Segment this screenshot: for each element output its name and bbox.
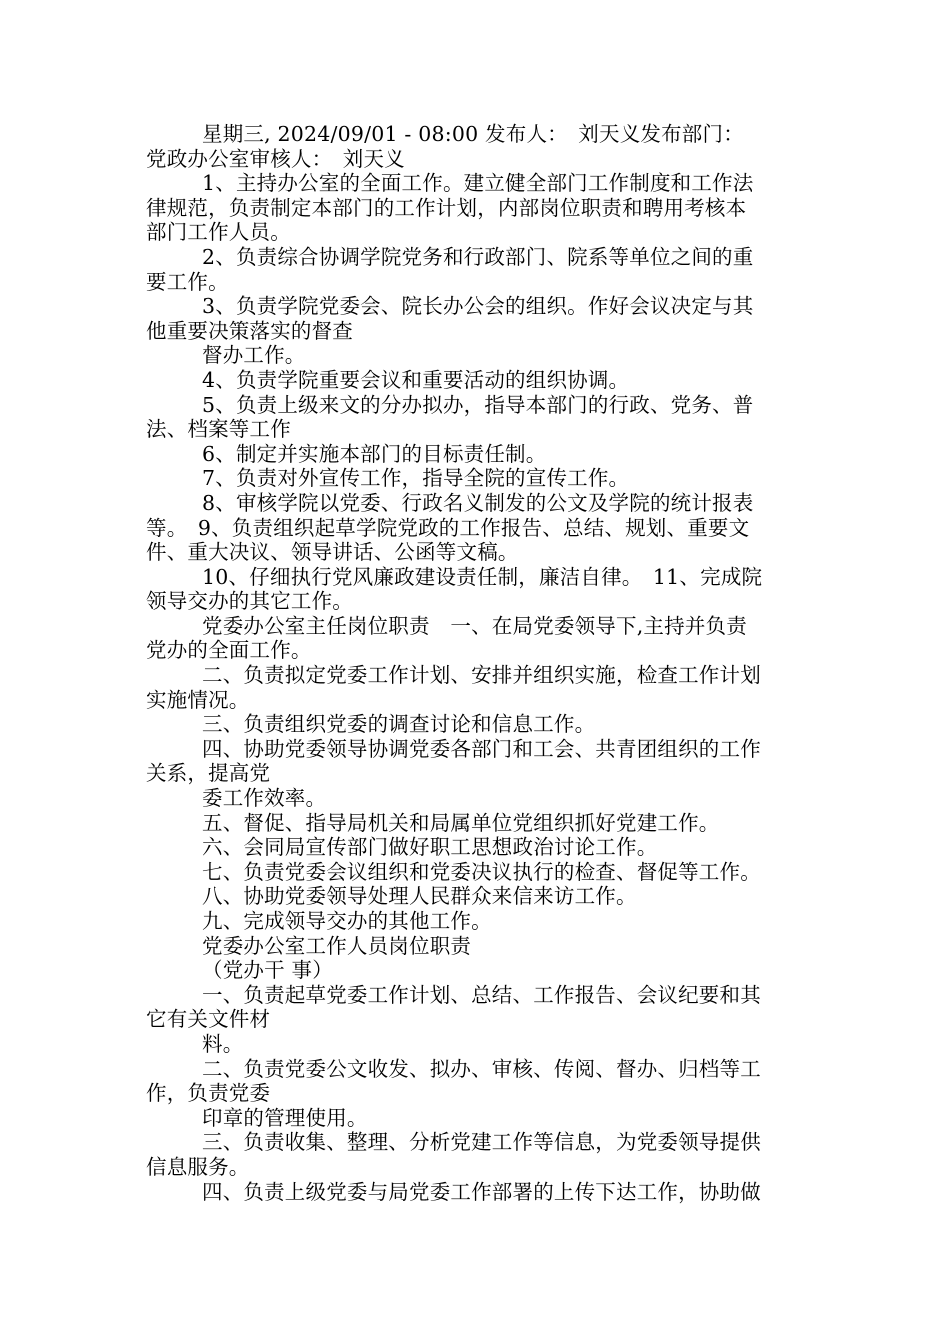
document-line: 一、负责起草党委工作计划、总结、工作报告、会议纪要和其 — [202, 982, 761, 1007]
document-line: 七、负责党委会议组织和党委决议执行的检查、督促等工作。 — [202, 859, 761, 884]
document-line: 六、会同局宣传部门做好职工思想政治讨论工作。 — [202, 835, 658, 860]
document-line: 党委办公室主任岗位职责 一、在局党委领导下,主持并负责 — [202, 613, 747, 638]
document-line: 八、协助党委领导处理人民群众来信来访工作。 — [202, 884, 637, 909]
document-line: 他重要决策落实的督查 — [146, 318, 353, 343]
document-line: （党办干 事） — [202, 958, 333, 983]
document-line: 律规范，负责制定本部门的工作计划，内部岗位职责和聘用考核本 — [146, 195, 747, 220]
document-line: 它有关文件材 — [146, 1007, 271, 1032]
document-line: 关系，提高党 — [146, 761, 271, 786]
document-line: 要工作。 — [146, 269, 229, 294]
document-line: 二、负责党委公文收发、拟办、审核、传阅、督办、归档等工 — [202, 1056, 761, 1081]
document-line: 部门工作人员。 — [146, 220, 291, 245]
document-line: 6、制定并实施本部门的目标责任制。 — [202, 441, 547, 466]
document-line: 三、负责收集、整理、分析党建工作等信息，为党委领导提供 — [202, 1130, 761, 1155]
document-line: 党政办公室审核人： 刘天义 — [146, 146, 405, 171]
document-line: 3、负责学院党委会、院长办公会的组织。作好会议决定与其 — [202, 294, 754, 319]
document-line: 10、仔细执行党风廉政建设责任制，廉洁自律。 11、完成院 — [202, 564, 763, 589]
document-line: 星期三, 2024/09/01 - 08:00 发布人： 刘天义发布部门： — [202, 122, 744, 146]
document-line: 九、完成领导交办的其他工作。 — [202, 909, 492, 933]
document-line: 四、协助党委领导协调党委各部门和工会、共青团组织的工作 — [202, 736, 761, 761]
document-line: 4、负责学院重要会议和重要活动的组织协调。 — [202, 367, 630, 392]
document-line: 党委办公室工作人员岗位职责 — [202, 933, 472, 958]
document-line: 印章的管理使用。 — [202, 1105, 368, 1130]
document-line: 二、负责拟定党委工作计划、安排并组织实施，检查工作计划 — [202, 663, 761, 688]
document-line: 四、负责上级党委与局党委工作部署的上传下达工作，协助做 — [202, 1179, 761, 1204]
document-line: 委工作效率。 — [202, 786, 327, 811]
document-line: 党办的全面工作。 — [146, 638, 312, 663]
document-line: 三、负责组织党委的调查讨论和信息工作。 — [202, 712, 596, 737]
document-line: 料。 — [202, 1031, 244, 1056]
document-line: 1、主持办公室的全面工作。建立健全部门工作制度和工作法 — [202, 171, 754, 196]
document-line: 五、督促、指导局机关和局属单位党组织抓好党建工作。 — [202, 810, 720, 835]
document-line: 作，负责党委 — [146, 1081, 271, 1106]
document-line: 7、负责对外宣传工作，指导全院的宣传工作。 — [202, 466, 630, 491]
document-line: 2、负责综合协调学院党务和行政部门、院系等单位之间的重 — [202, 244, 754, 269]
document-line: 法、档案等工作 — [146, 417, 291, 442]
document-page — [146, 122, 810, 1204]
document-line: 等。 9、负责组织起草学院党政的工作报告、总结、规划、重要文 — [146, 515, 750, 540]
document-line: 督办工作。 — [202, 343, 306, 368]
document-line: 5、负责上级来文的分办拟办，指导本部门的行政、党务、普 — [202, 392, 754, 417]
document-line: 信息服务。 — [146, 1154, 250, 1179]
document-line: 领导交办的其它工作。 — [146, 589, 353, 614]
document-line: 实施情况。 — [146, 687, 250, 712]
document-line: 8、审核学院以党委、行政名义制发的公文及学院的统计报表 — [202, 490, 754, 515]
document-line: 件、重大决议、领导讲话、公函等文稿。 — [146, 540, 519, 565]
